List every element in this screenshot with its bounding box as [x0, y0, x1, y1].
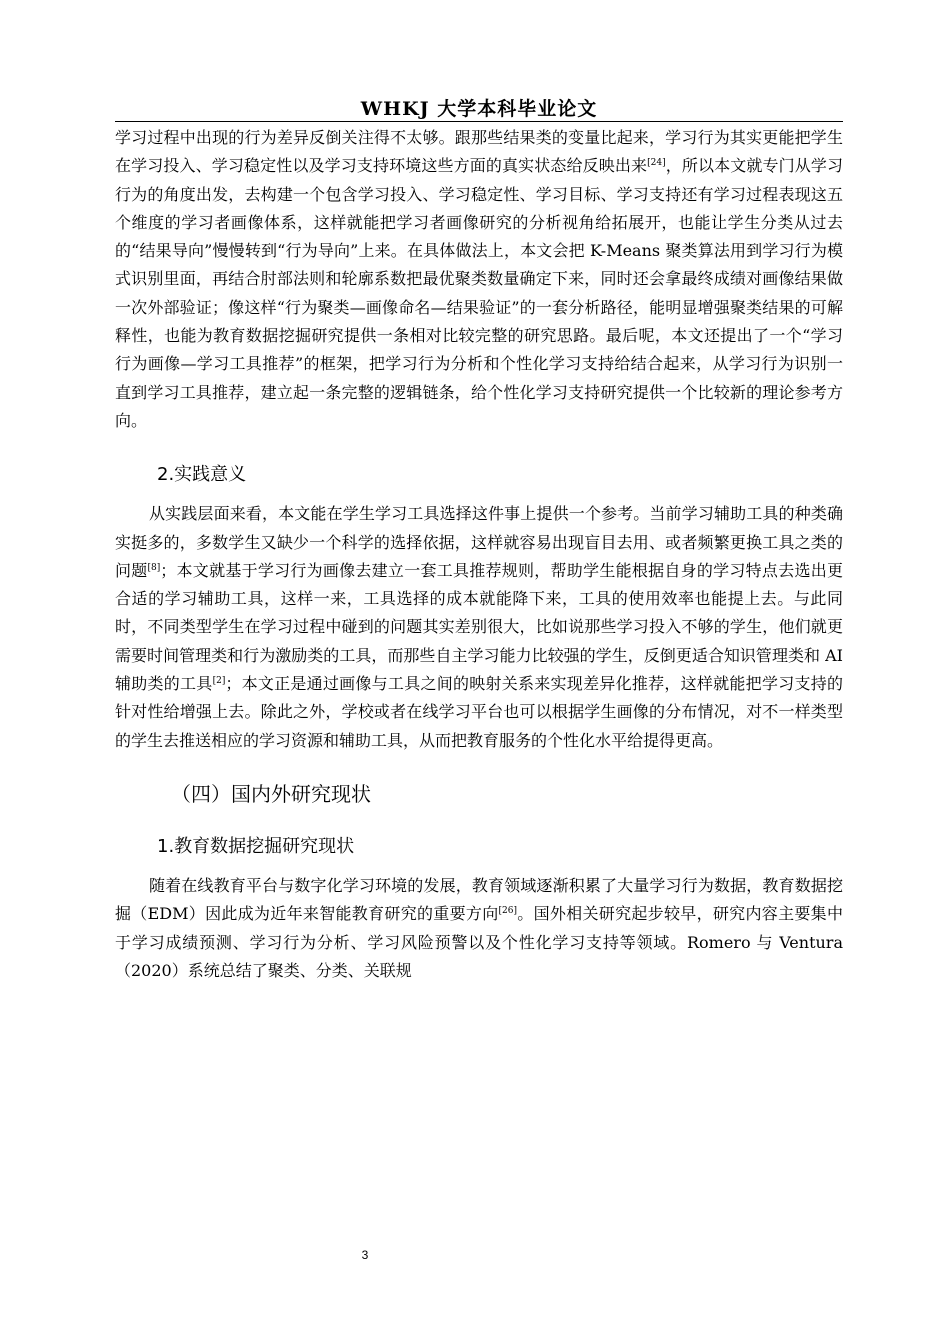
citation: [24]	[647, 158, 666, 169]
citation: [2]	[212, 676, 226, 687]
body-content	[115, 124, 843, 985]
section-heading-edm-status: 1.教育数据挖掘研究现状	[157, 835, 355, 857]
header-rule	[115, 121, 843, 122]
paragraph-edm-status	[115, 872, 843, 985]
section-heading-research-status: （四）国内外研究现状	[171, 781, 371, 806]
citation: [26]	[498, 906, 517, 917]
paragraph-text: 从实践层面来看，本文能在学生学习工具选择这件事上提供一个参考。当前学习辅助工具的种类确实挺多的，多数学生又缺少一个科学的选择依据，这样就容易出现盲目去用、或者频繁更换工具之类的问题	[115, 504, 843, 580]
paragraph-practical-significance	[115, 500, 843, 755]
paragraph-text: 。国外相关研究起步较早，研究内容主要集中于学习成绩预测、学习行为分析、学习风险预警以及个性化学习支持等领域。Romero 与 Ventura（2020）系统总结了聚类、分类、关联规	[115, 904, 843, 980]
paragraph-text: ；本文就基于学习行为画像去建立一套工具推荐规则，帮助学生能根据自身的学习特点去选出更合适的学习辅助工具，这样一来，工具选择的成本就能降下来，工具的使用效率也能提上去。与此同时，不同类型学生在学习过程中碰到的问题其实差别很大，比如说那些学习投入不够的学生，他们就更需要时间管理类和行为激励类的工具，而那些自主学习能力比较强的学生，反倒更适合知识管理类和 AI 辅助类的工具	[115, 560, 843, 694]
paragraph-text: ，所以本文就专门从学习行为的角度出发，去构建一个包含学习投入、学习稳定性、学习目标、学习支持还有学习过程表现这五个维度的学习者画像体系，这样就能把学习者画像研究的分析视角给拓展开，也能让学生分类从过去的“结果导向”慢慢转到“行为导向”上来。在具体做法上，本文会把 K-Means 聚类算法用到学习行为模式识别里面，再结合肘部法则和轮廓系数把最优聚类数量确定下来，同时还会拿最终成绩对画像结果做一次外部验证；像这样“行为聚类—画像命名—结果验证”的一套分析路径，能明显增强聚类结果的可解释性，也能为教育数据挖掘研究提供一条相对比较完整的研究思路。最后呢，本文还提出了一个“学习行为画像—学习工具推荐”的框架，把学习行为分析和个性化学习支持给结合起来，从学习行为识别一直到学习工具推荐，建立起一条完整的逻辑链条，给个性化学习支持研究提供一个比较新的理论参考方向。	[115, 156, 843, 430]
paragraph-theory-continued	[115, 124, 843, 435]
paragraph-text: 学习过程中出现的行为差异反倒关注得不太够。跟那些结果类的变量比起来，学习行为其实更能把学生在学习投入、学习稳定性以及学习支持环境这些方面的真实状态给反映出来	[115, 128, 843, 176]
citation: [8]	[147, 562, 161, 573]
running-header: WHKJ 大学本科毕业论文	[360, 98, 598, 120]
page-number: 3	[361, 1248, 369, 1262]
paragraph-text: ；本文正是通过画像与工具之间的映射关系来实现差异化推荐，这样就能把学习支持的针对性给增强上去。除此之外，学校或者在线学习平台也可以根据学生画像的分布情况，对不一样类型的学生去推送相应的学习资源和辅助工具，从而把教育服务的个性化水平给提得更高。	[115, 674, 843, 750]
paragraph-text: 随着在线教育平台与数字化学习环境的发展，教育领域逐渐积累了大量学习行为数据，教育数据挖掘（EDM）因此成为近年来智能教育研究的重要方向	[115, 875, 843, 924]
section-heading-practical-significance: 2.实践意义	[157, 464, 247, 486]
